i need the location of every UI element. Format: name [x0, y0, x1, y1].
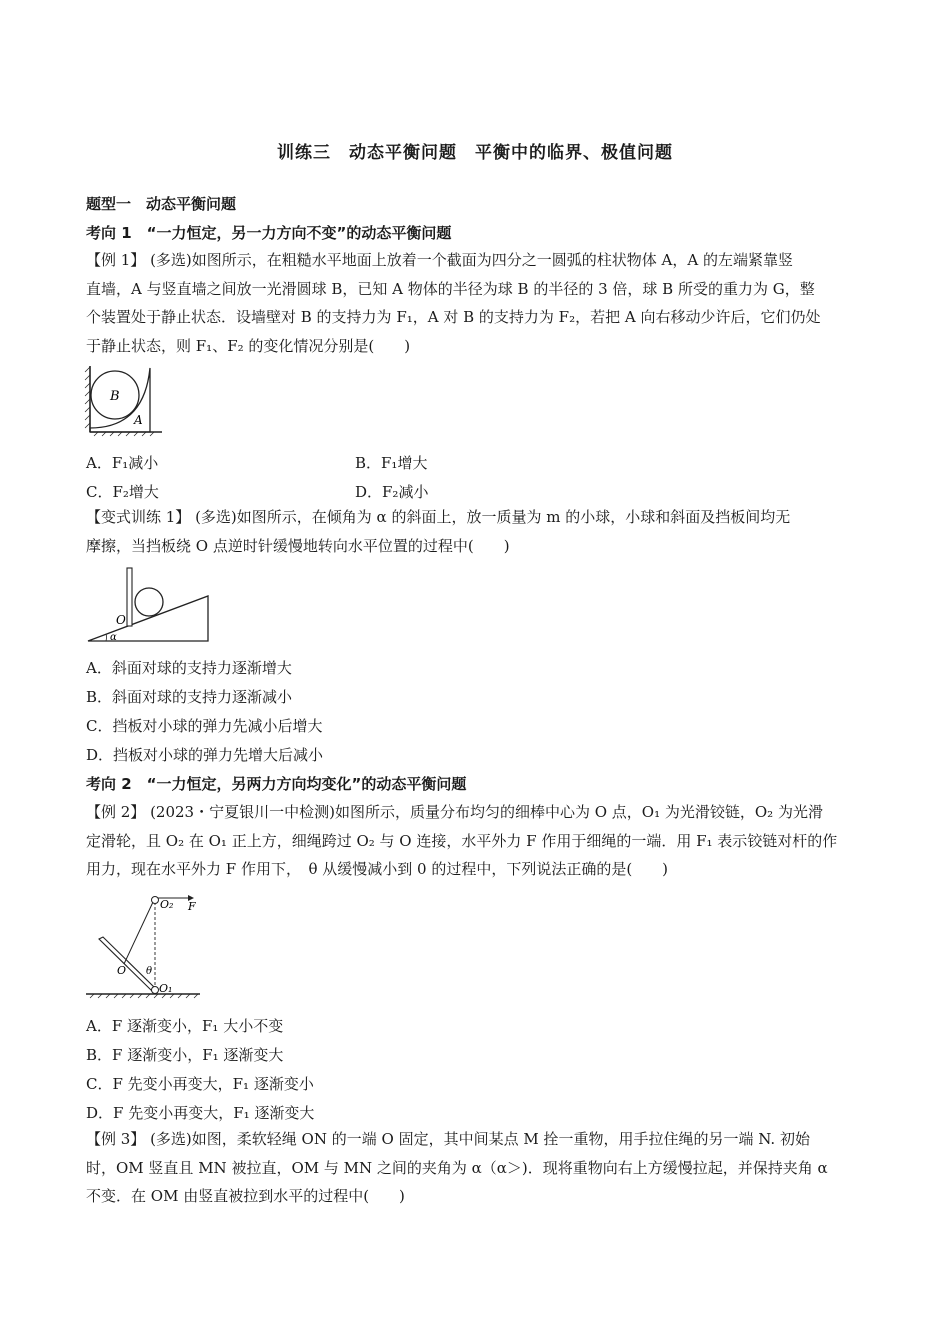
page-title: 训练三 动态平衡问题 平衡中的临界、极值问题 [277, 143, 673, 163]
option-b[interactable]: B．F₁增大 [355, 454, 428, 472]
text-line: 【变式训练 1】 (多选)如图所示，在倾角为 α 的斜面上，放一质量为 m 的小球，小球和斜面及挡板间均无 [86, 508, 791, 526]
angle-label: α [110, 632, 117, 643]
text-line: 于静止状态，则 F₁、F₂ 的变化情况分别是( ) [86, 336, 411, 355]
theta-label: θ [146, 966, 153, 977]
direction-heading-1: 考向 1 “一力恒定，另一力方向不变”的动态平衡问题 [86, 224, 452, 242]
option-a[interactable]: A．F₁减小 [86, 454, 159, 472]
force-label: F [188, 900, 196, 913]
figure-incline [84, 562, 214, 646]
direction-heading-2: 考向 2 “一力恒定，另两力方向均变化”的动态平衡问题 [86, 775, 467, 793]
option-c[interactable]: C．F 先变小再变大，F₁ 逐渐变小 [86, 1075, 314, 1093]
option-d[interactable]: D．挡板对小球的弹力先增大后减小 [86, 746, 324, 764]
text-line: 用力，现在水平外力 F 作用下， θ 从缓慢减小到 0 的过程中，下列说法正确的是( ) [86, 860, 669, 879]
option-b[interactable]: B．F 逐渐变小，F₁ 逐渐变大 [86, 1046, 284, 1064]
option-c[interactable]: C．挡板对小球的弹力先减小后增大 [86, 717, 323, 735]
figure-ball-block [84, 362, 164, 438]
figure-rod-pulley [84, 888, 204, 1000]
option-a[interactable]: A．斜面对球的支持力逐渐增大 [86, 659, 292, 677]
text-line: 定滑轮，且 O₂ 在 O₁ 正上方，细绳跨过 O₂ 与 O 连接，水平外力 F 作用于细绳的一端．用 F₁ 表示铰链对杆的作 [86, 831, 838, 850]
option-a[interactable]: A．F 逐渐变小，F₁ 大小不变 [86, 1017, 284, 1035]
option-d[interactable]: D．F₂减小 [355, 483, 429, 501]
text-line: 摩擦，当挡板绕 O 点逆时针缓慢地转向水平位置的过程中( ) [86, 536, 510, 555]
text-line: 【例 3】 (多选)如图，柔软轻绳 ON 的一端 O 固定，其中间某点 M 拴一重物，用手拉住绳的另一端 N. 初始 [86, 1130, 810, 1148]
text-line: 个装置处于静止状态．设墙壁对 B 的支持力为 F₁，A 对 B 的支持力为 F₂，若把 A 向右移动少许后，它们仍处 [86, 308, 821, 327]
text-line: 不变．在 OM 由竖直被拉到水平的过程中( ) [86, 1187, 405, 1206]
block-label: A [134, 413, 143, 427]
text-line: 直墙，A 与竖直墙之间放一光滑圆球 B，已知 A 物体的半径为球 B 的半径的 3 倍，球 B 所受的重力为 G，整 [86, 279, 815, 298]
variant-1-text [86, 503, 866, 560]
example-2-text [86, 798, 866, 884]
option-d[interactable]: D．F 先变小再变大，F₁ 逐渐变大 [86, 1104, 315, 1122]
pivot-label: O [116, 613, 126, 627]
center-label: O [117, 964, 127, 977]
option-c[interactable]: C．F₂增大 [86, 483, 159, 501]
ball-label: B [110, 389, 120, 404]
section-heading: 题型一 动态平衡问题 [86, 195, 237, 213]
text-line: 【例 2】 (2023・宁夏银川一中检测)如图所示，质量分布均匀的细棒中心为 O 点，O₁ 为光滑铰链，O₂ 为光滑 [86, 803, 823, 821]
example-3-text [86, 1125, 866, 1211]
example-1-text [86, 246, 866, 360]
pulley-label: O₂ [160, 898, 174, 911]
hinge-label: O₁ [159, 982, 173, 995]
text-line: 时，OM 竖直且 MN 被拉直，OM 与 MN 之间的夹角为 α（α＞)．现将重物向右上方缓慢拉起，并保持夹角 α [86, 1158, 828, 1177]
text-line: 【例 1】 (多选)如图所示，在粗糙水平地面上放着一个截面为四分之一圆弧的柱状物体 A，A 的左端紧靠竖 [86, 251, 793, 269]
option-b[interactable]: B．斜面对球的支持力逐渐减小 [86, 688, 293, 706]
